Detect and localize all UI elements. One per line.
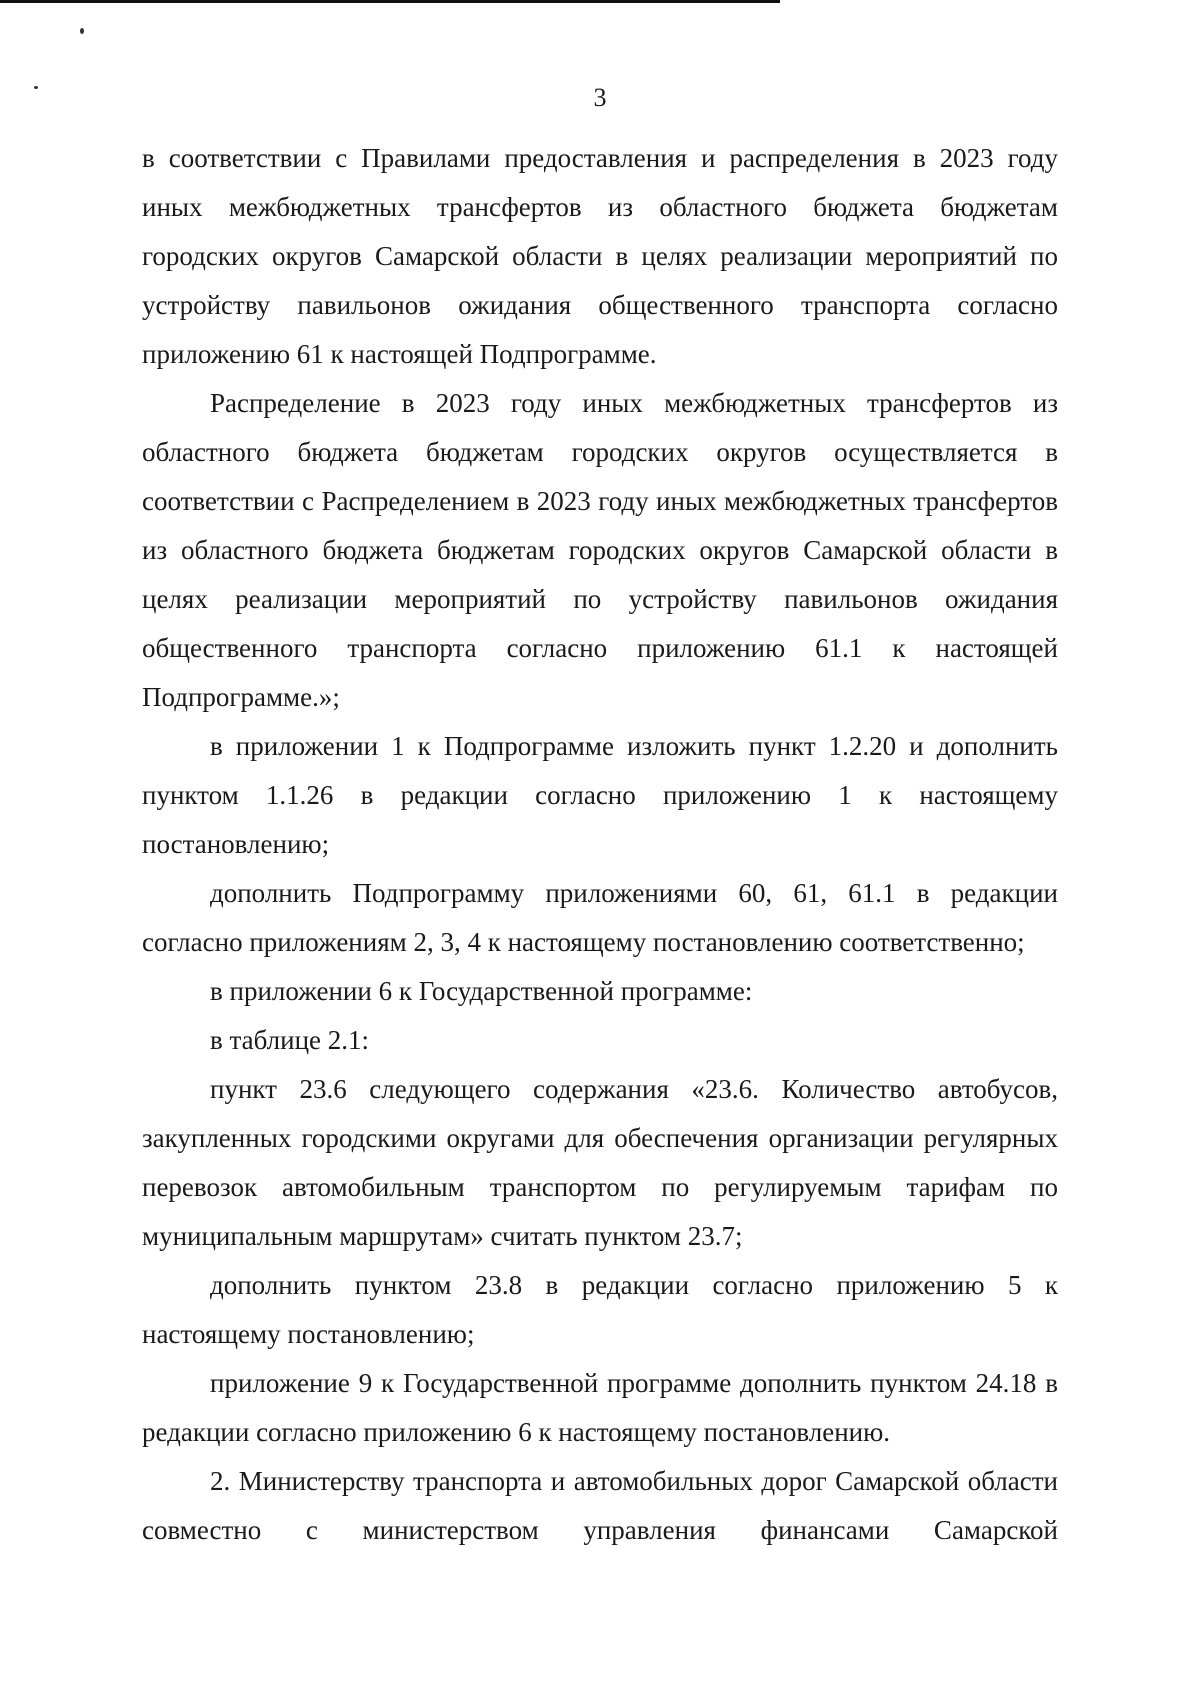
paragraph-appendix-1: в приложении 1 к Подпрограмме изложить пункт 1.2.20 и дополнить пунктом 1.1.26 в редакции согласно приложению 1 к настоящему постановлению; (142, 731, 1058, 859)
paragraph-distribution: Распределение в 2023 году иных межбюджетных трансфертов из областного бюджета бюджетам городских округов осуществляется в соответствии с Распределением в 2023 году иных межбюджетных трансфертов из областного бюджета бюджетам городских округов Самарской области в целях реализации мероприятий по устройству павильонов ожидания общественного транспорта согласно приложению 61.1 к настоящей Подпрограмме.»; (142, 388, 1058, 712)
paragraph-item-23-6: пункт 23.6 следующего содержания «23.6. Количество автобусов, закупленных городскими округами для обеспечения организации регулярных перевозок автомобильным транспортом по регулируемым тарифам по муниципальным маршрутам» считать пунктом 23.7; (142, 1074, 1058, 1251)
document-body (142, 134, 1058, 1555)
paragraph-appendix-9: приложение 9 к Государственной программе дополнить пунктом 24.18 в редакции согласно приложению 6 к настоящему постановлению. (142, 1368, 1058, 1447)
paragraph-table-2-1: в таблице 2.1: (210, 1025, 370, 1055)
paragraph-section-2: 2. Министерству транспорта и автомобильных дорог Самарской области совместно с министерством управления финансами Самарской (142, 1466, 1058, 1545)
paragraph-add-appendices: дополнить Подпрограмму приложениями 60, 61, 61.1 в редакции согласно приложениям 2, 3, 4 к настоящему постановлению соответственно; (142, 878, 1058, 957)
paragraph-rules-reference: в соответствии с Правилами предоставления и распределения в 2023 году иных межбюджетных трансфертов из областного бюджета бюджетам городских округов Самарской области в целях реализации мероприятий по устройству павильонов ожидания общественного транспорта согласно приложению 61 к настоящей Подпрограмме. (142, 143, 1058, 369)
page-number: 3 (593, 83, 607, 112)
scan-speck (80, 28, 84, 34)
top-scan-rule (0, 0, 780, 3)
paragraph-appendix-6: в приложении 6 к Государственной программе: (210, 976, 753, 1006)
paragraph-item-23-8: дополнить пунктом 23.8 в редакции согласно приложению 5 к настоящему постановлению; (142, 1270, 1058, 1349)
